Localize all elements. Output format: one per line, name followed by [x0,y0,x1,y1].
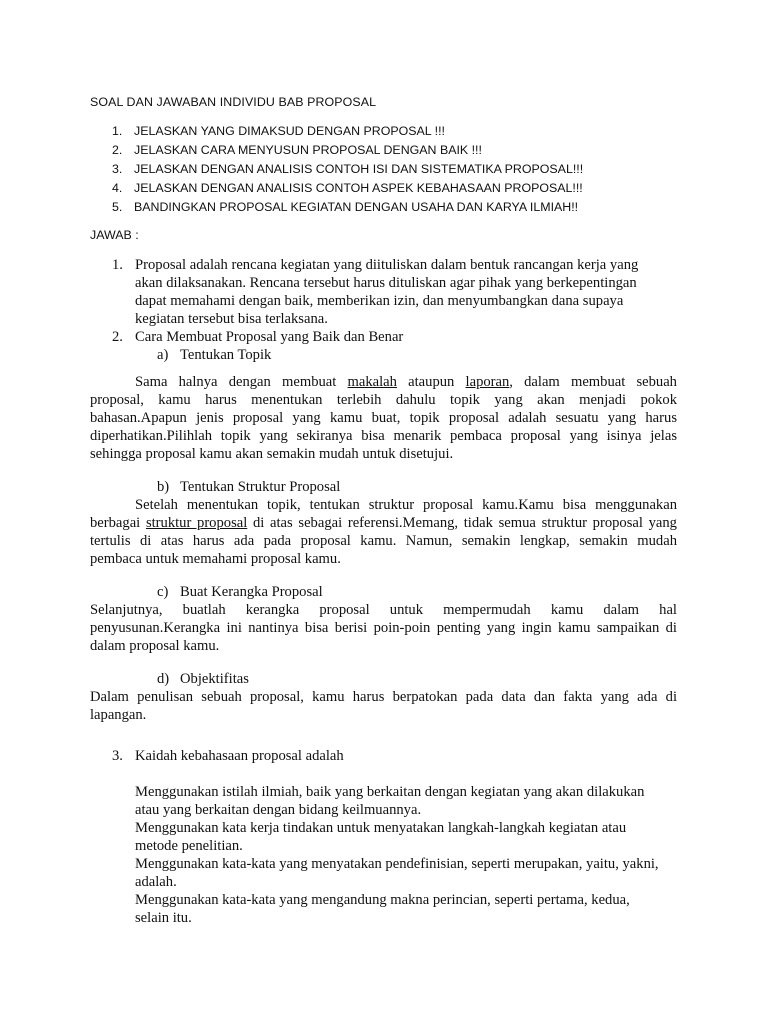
sub-title: Objektifitas [180,671,249,687]
link-makalah[interactable]: makalah [347,374,397,390]
document-title: SOAL DAN JAWABAN INDIVIDU BAB PROPOSAL [90,95,377,109]
sub-label: d) [157,671,170,687]
paragraph-line: berbagai struktur proposal di atas sebagai referensi.Memang, tidak semua struktur proposal yang [90,515,677,531]
paragraph-line: tertulis di atas harus ada pada proposal kamu. Namun, semakin lengkap, semakin mudah [90,533,677,549]
paragraph-line: lapangan. [90,707,147,723]
answer-line: akan dilaksanakan. Rencana tersebut harus dituliskan agar pihak yang berkepentingan [135,275,637,291]
sub-title: Buat Kerangka Proposal [180,584,323,600]
answer-line: Proposal adalah rencana kegiatan yang diituliskan dalam bentuk rancangan kerja yang [135,257,639,273]
answer-heading: Kaidah kebahasaan proposal adalah [135,748,344,764]
paragraph-line: Dalam penulisan sebuah proposal, kamu harus berpatokan pada data dan fakta yang ada di [90,689,677,705]
answer-line: atau yang berkaitan dengan bidang keilmuannya. [135,802,422,818]
question-item: 1. JELASKAN YANG DIMAKSUD DENGAN PROPOSAL !!! [112,124,445,138]
paragraph-line: penyusunan.Kerangka ini nantinya bisa berisi poin-poin penting yang ingin kamu sampaikan di [90,620,677,636]
question-item: 3. JELASKAN DENGAN ANALISIS CONTOH ISI DAN SISTEMATIKA PROPOSAL!!! [112,162,584,176]
sub-label: c) [157,584,169,600]
answer-line: adalah. [135,874,177,890]
answer-line: kegiatan tersebut bisa terlaksana. [135,311,328,327]
question-text: JELASKAN YANG DIMAKSUD DENGAN PROPOSAL !!! [134,124,445,138]
link-laporan[interactable]: laporan [465,374,510,390]
paragraph-line: bahasan.Apapun jenis proposal yang kamu buat, topik proposal adalah sesuatu yang harus [90,410,677,426]
sub-title: Tentukan Struktur Proposal [180,479,341,495]
answer-number: 3. [112,748,123,764]
answer-line: dapat memahami dengan baik, memberikan izin, dan menyumbangkan dana supaya [135,293,624,309]
answer-line: Menggunakan kata-kata yang mengandung makna perincian, seperti pertama, kedua, [135,892,630,908]
paragraph-line: dalam proposal kamu. [90,638,220,654]
question-item: 4. JELASKAN DENGAN ANALISIS CONTOH ASPEK KEBAHASAAN PROPOSAL!!! [112,181,583,195]
answer-number: 2. [112,329,123,345]
jawab-label: JAWAB : [90,228,139,242]
paragraph-line: Sama halnya dengan membuat makalah ataupun laporan, dalam membuat sebuah [135,374,677,390]
answer-line: Menggunakan kata kerja tindakan untuk menyatakan langkah-langkah kegiatan atau [135,820,627,836]
paragraph-line: Selanjutnya, buatlah kerangka proposal untuk mempermudah kamu dalam hal [90,602,677,618]
link-struktur-proposal[interactable]: struktur proposal [145,515,248,531]
answer-line: Menggunakan kata-kata yang menyatakan pendefinisian, seperti merupakan, yaitu, yakni, [135,856,659,872]
sub-label: b) [157,479,170,495]
answer-number: 1. [112,257,123,273]
answer-line: selain itu. [135,910,192,926]
sub-label: a) [157,347,169,363]
question-item: 2. JELASKAN CARA MENYUSUN PROPOSAL DENGAN BAIK !!! [112,143,482,157]
paragraph-line: pembaca untuk memahami proposal kamu. [90,551,341,567]
question-text: BANDINGKAN PROPOSAL KEGIATAN DENGAN USAHA DAN KARYA ILMIAH!! [134,200,579,214]
question-text: JELASKAN DENGAN ANALISIS CONTOH ISI DAN SISTEMATIKA PROPOSAL!!! [134,162,584,176]
answer-heading: Cara Membuat Proposal yang Baik dan Benar [135,329,404,345]
answer-line: Menggunakan istilah ilmiah, baik yang berkaitan dengan kegiatan yang akan dilakukan [135,784,645,800]
sub-title: Tentukan Topik [180,347,272,363]
paragraph-line: sehingga proposal kamu akan semakin mudah untuk disetujui. [90,446,454,462]
question-item: 5. BANDINGKAN PROPOSAL KEGIATAN DENGAN USAHA DAN KARYA ILMIAH!! [112,200,579,214]
question-text: JELASKAN DENGAN ANALISIS CONTOH ASPEK KEBAHASAAN PROPOSAL!!! [134,181,583,195]
paragraph-line: proposal, kamu harus menentukan terlebih dahulu topik yang akan menjadi pokok [90,392,677,408]
answer-line: metode penelitian. [135,838,243,854]
question-text: JELASKAN CARA MENYUSUN PROPOSAL DENGAN BAIK !!! [134,143,482,157]
paragraph-line: diperhatikan.Pilihlah topik yang sekiranya bisa menarik pembaca proposal yang isinya jelas [90,428,677,444]
paragraph-line: Setelah menentukan topik, tentukan struktur proposal kamu.Kamu bisa menggunakan [135,497,677,513]
